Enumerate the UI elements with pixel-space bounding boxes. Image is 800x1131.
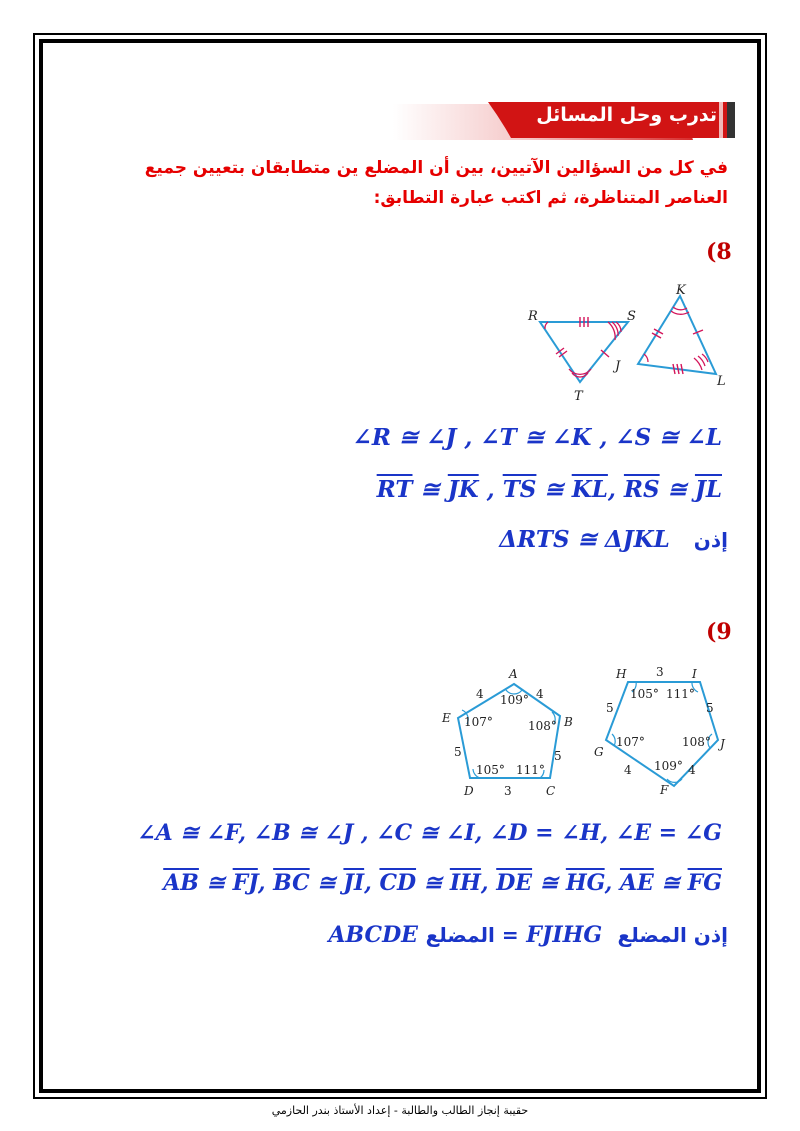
- angle-I: 111°: [666, 687, 695, 701]
- side-JF: 4: [688, 763, 696, 777]
- side-ED: 5: [454, 745, 462, 759]
- p9-side-3-left: $\overline{CD}$: [379, 870, 417, 896]
- p8-conclusion: [499, 526, 728, 553]
- problem-9-number: (9: [706, 619, 732, 645]
- p8-side-3-left: $\overline{RS}$: [623, 476, 660, 503]
- angle-C: 111°: [516, 763, 545, 777]
- label-T: T: [574, 389, 583, 404]
- p9-side-4-left: $\overline{DE}$: [496, 870, 533, 896]
- page-footer: حقيبة إنجاز الطالب والطالبة - إعداد الأستاذ بندر الحازمي: [271, 1104, 529, 1117]
- p9-angle-3: ∠C ≅ ∠I: [376, 820, 475, 846]
- side-GF: 4: [624, 763, 632, 777]
- instructions-text: في كل من السؤالين الآتيين، بين أن المضلع ين متطابقان بتعيين جميع العناصر المتناظرة، ثم اكتب عبارة التطابق:: [144, 158, 728, 208]
- pentagons-figure: [436, 664, 746, 804]
- p8-conclusion-prefix: إذن: [693, 528, 728, 552]
- section-banner: [393, 100, 735, 140]
- vertex-G: G: [594, 745, 604, 759]
- p8-side-2-right: $\overline{KL}$: [571, 476, 608, 503]
- angle-F: 109°: [654, 759, 683, 773]
- vertex-F: F: [660, 783, 669, 797]
- p9-conclusion-prefix: إذن المضلع: [617, 923, 728, 947]
- p9-side-statements: $\overline{AB}$ ≅ $\overline{FJ}$, $\overline{BC}$ ≅ $\overline{JI}$, $\overline{CD}$ ≅ $\overline{IH}$, $\overline{DE}$ ≅ $\overline{HG}$, $\overline{AE}$ ≅ $\overline{FG}$: [163, 870, 722, 896]
- p9-conclusion-mid: FJIHG: [526, 922, 603, 948]
- p9-side-5-left: $\overline{AE}$: [619, 870, 654, 896]
- label-R: R: [528, 309, 538, 324]
- vertex-H: H: [616, 667, 627, 681]
- p9-side-5-right: $\overline{FG}$: [687, 870, 722, 896]
- side-BC: 5: [554, 749, 562, 763]
- p8-angle-3: ∠S ≅ ∠L: [615, 424, 722, 451]
- vertex-E: E: [442, 711, 451, 725]
- p9-angle-2: ∠B ≅ ∠J: [253, 820, 354, 846]
- p9-side-2-right: $\overline{JI}$: [343, 870, 365, 896]
- vertex-I: I: [692, 667, 697, 681]
- vertex-C: C: [546, 784, 556, 798]
- side-AB: 4: [536, 687, 544, 701]
- p8-angle-2: ∠T ≅ ∠K: [480, 424, 592, 451]
- vertex-A: A: [509, 667, 518, 681]
- vertex-B: B: [564, 715, 573, 729]
- p9-conclusion: [328, 922, 728, 948]
- label-L: L: [717, 374, 726, 389]
- vertex-J: J: [720, 737, 725, 751]
- side-AE: 4: [476, 687, 484, 701]
- p8-side-1-right: $\overline{JK}$: [447, 476, 479, 503]
- p8-side-statements: $\overline{RT}$ ≅ $\overline{JK}$ , $\overline{TS}$ ≅ $\overline{KL}$, $\overline{RS}$ ≅ $\overline{JL}$: [376, 476, 722, 503]
- angle-J: 108°: [682, 735, 711, 749]
- p9-side-4-right: $\overline{HG}$: [565, 870, 605, 896]
- side-IJ: 5: [706, 701, 714, 715]
- p8-side-3-right: $\overline{JL}$: [694, 476, 722, 503]
- problem-8-number: (8: [706, 239, 732, 265]
- side-HI: 3: [656, 665, 664, 679]
- triangles-figure: [520, 282, 740, 412]
- p9-conclusion-end: ABCDE: [328, 922, 418, 948]
- angle-D: 105°: [476, 763, 505, 777]
- angle-H: 105°: [630, 687, 659, 701]
- p9-side-2-left: $\overline{BC}$: [273, 870, 310, 896]
- side-HG: 5: [606, 701, 614, 715]
- p9-angle-statements: ∠A ≅ ∠F, ∠B ≅ ∠J , ∠C ≅ ∠I, ∠D = ∠H, ∠E = ∠G: [137, 820, 722, 846]
- p9-angle-5: ∠E = ∠G: [615, 820, 722, 846]
- label-J: J: [615, 359, 621, 374]
- p8-angle-statements: ∠R ≅ ∠J , ∠T ≅ ∠K , ∠S ≅ ∠L: [352, 424, 722, 451]
- p8-side-2-left: $\overline{TS}$: [502, 476, 537, 503]
- p9-angle-1: ∠A ≅ ∠F: [137, 820, 239, 846]
- triangle-jkl: [638, 296, 716, 374]
- label-K: K: [676, 283, 686, 298]
- angle-A: 109°: [500, 693, 529, 707]
- p8-conclusion-statement: ΔRTS ≅ ΔJKL: [499, 526, 670, 553]
- side-DC: 3: [504, 784, 512, 798]
- vertex-D: D: [464, 784, 474, 798]
- angle-B: 108°: [528, 719, 557, 733]
- angle-E: 107°: [464, 715, 493, 729]
- p9-angle-4: ∠D = ∠H: [490, 820, 601, 846]
- p9-side-1-right: $\overline{FJ}$: [232, 870, 258, 896]
- p9-conclusion-eq: = المضلع: [425, 923, 519, 947]
- label-S: S: [627, 309, 636, 324]
- p8-side-1-left: $\overline{RT}$: [376, 476, 413, 503]
- angle-G: 107°: [616, 735, 645, 749]
- p9-side-1-left: $\overline{AB}$: [163, 870, 199, 896]
- p9-side-3-right: $\overline{IH}$: [449, 870, 481, 896]
- p8-angle-1: ∠R ≅ ∠J: [352, 424, 457, 451]
- section-title: تدرب وحل المسائل: [536, 104, 717, 126]
